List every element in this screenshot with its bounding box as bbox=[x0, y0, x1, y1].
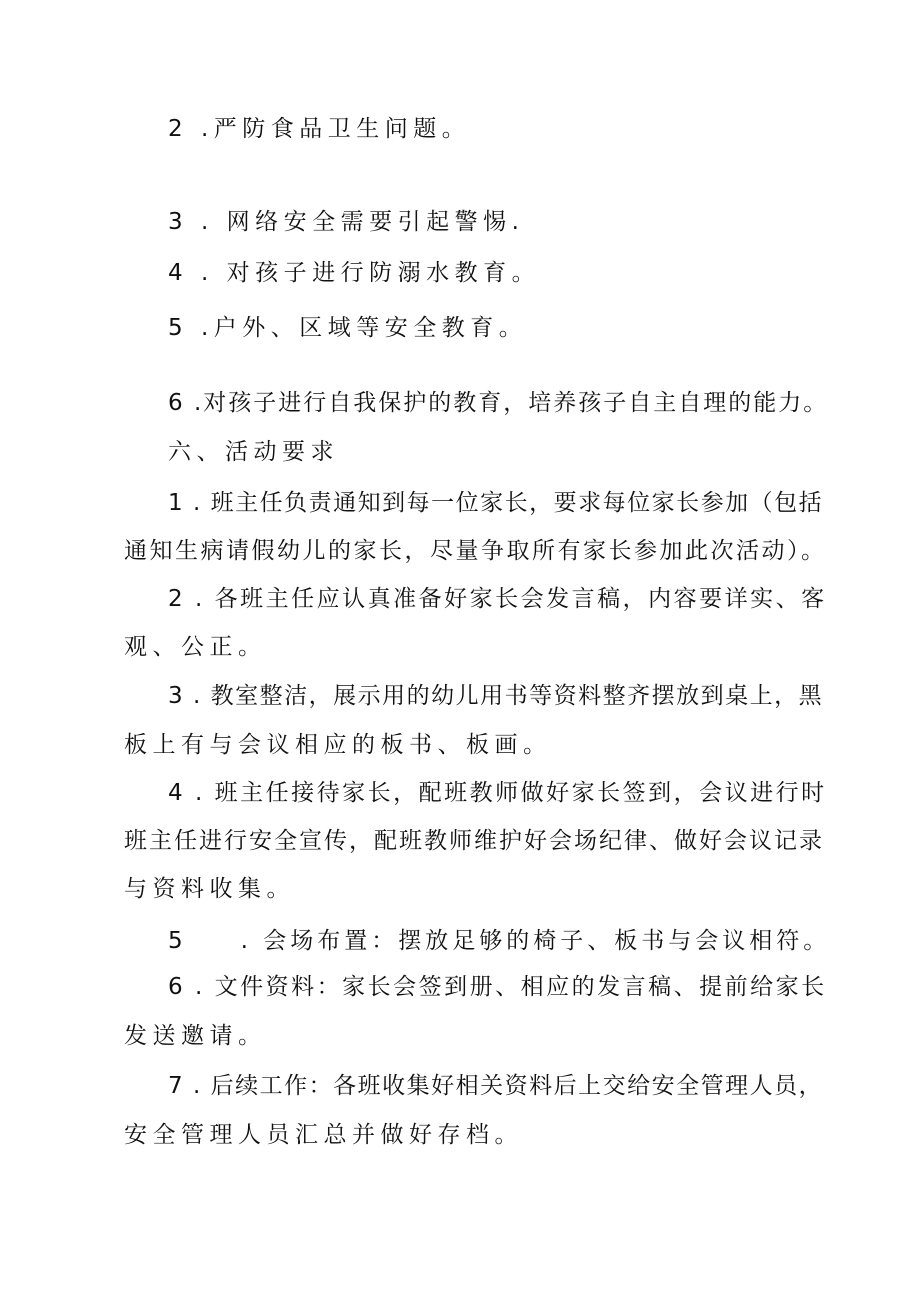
text-line-item-2-food-hygiene: 2 .严防食品卫生问题。 bbox=[168, 116, 471, 142]
text-line-item-3-network-safety: 3 . 网络安全需要引起警惕. bbox=[168, 209, 525, 235]
text-line-req-3-part-2: 板上有与会议相应的板书、板画。 bbox=[124, 732, 552, 758]
text-line-req-4-part-1: 4 . 班主任接待家长，配班教师做好家长签到，会议进行时 bbox=[168, 780, 827, 806]
text-line-req-1-part-1: 1 . 班主任负责通知到每一位家长，要求每位家长参加（包括 bbox=[168, 490, 824, 516]
text-line-item-6-self-protection: 6 .对孩子进行自我保护的教育，培养孩子自主自理的能力。 bbox=[168, 390, 829, 416]
text-line-item-5-outdoor-safety: 5 .户外、区域等安全教育。 bbox=[168, 315, 528, 341]
section-heading-activity-requirements: 六、活动要求 bbox=[168, 439, 339, 465]
text-line-req-1-part-2: 通知生病请假幼儿的家长，尽量争取所有家长参加此次活动）。 bbox=[124, 538, 827, 564]
text-line-req-6-part-2: 发送邀请。 bbox=[124, 1023, 267, 1049]
text-line-req-2-part-1: 2 . 各班主任应认真准备好家长会发言稿，内容要详实、客 bbox=[168, 586, 827, 612]
text-line-item-4-drowning-prevention: 4 . 对孩子进行防溺水教育。 bbox=[168, 260, 541, 286]
text-line-req-4-part-3: 与资料收集。 bbox=[124, 876, 295, 902]
text-line-req-3-part-1: 3 . 教室整洁，展示用的幼儿用书等资料整齐摆放到桌上，黑 bbox=[168, 683, 824, 709]
text-line-req-5: 5 . 会场布置：摆放足够的椅子、板书与会议相符。 bbox=[168, 928, 831, 954]
text-line-req-4-part-2: 班主任进行安全宣传，配班教师维护好会场纪律、做好会议记录 bbox=[124, 828, 824, 854]
text-line-req-7-part-1: 7 . 后续工作：各班收集好相关资料后上交给安全管理人员， bbox=[168, 1073, 824, 1099]
text-line-req-6-part-1: 6 . 文件资料：家长会签到册、相应的发言稿、提前给家长 bbox=[168, 974, 827, 1000]
text-line-req-7-part-2: 安全管理人员汇总并做好存档。 bbox=[124, 1122, 523, 1148]
text-line-req-2-part-2: 观、公正。 bbox=[124, 634, 267, 660]
